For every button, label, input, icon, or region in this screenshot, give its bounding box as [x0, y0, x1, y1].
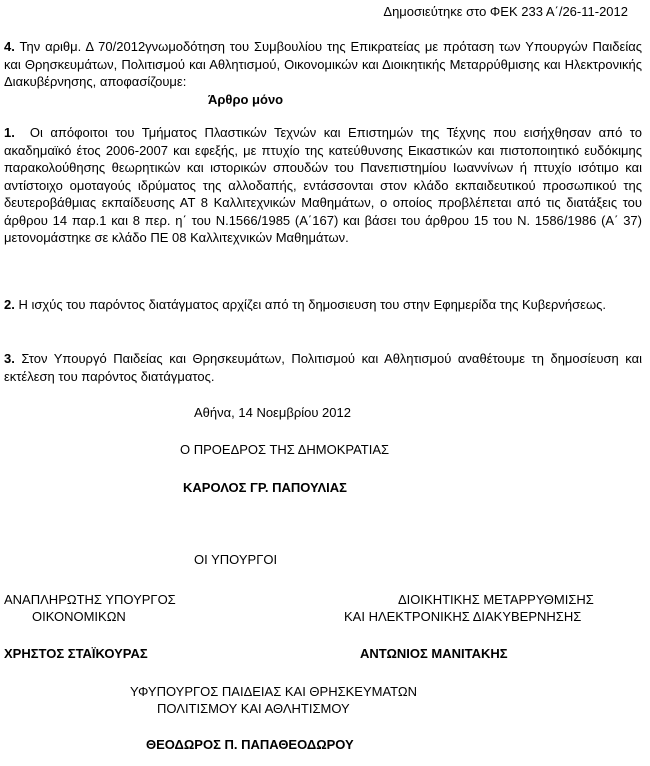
clause-1 — [4, 124, 642, 247]
president-name: ΚΑΡΟΛΟΣ ΓΡ. ΠΑΠΟΥΛΙΑΣ — [183, 480, 347, 495]
deputy-minister-title-2: ΠΟΛΙΤΙΣΜΟΥ ΚΑΙ ΑΘΛΗΤΙΣΜΟΥ — [157, 701, 350, 716]
deputy-minister-title-1: ΥΦΥΠΟΥΡΓΟΣ ΠΑΙΔΕΙΑΣ ΚΑΙ ΘΡΗΣΚΕΥΜΑΤΩΝ — [130, 684, 417, 699]
right-minister-title-2: ΚΑΙ ΗΛΕΚΤΡΟΝΙΚΗΣ ΔΙΑΚΥΒΕΡΝΗΣΗΣ — [344, 609, 582, 624]
right-minister-title-1: ΔΙΟΙΚΗΤΙΚΗΣ ΜΕΤΑΡΡΥΘΜΙΣΗΣ — [398, 592, 594, 607]
article-title: Άρθρο μόνο — [208, 92, 284, 107]
publication-note: Δημοσιεύτηκε στο ΦΕΚ 233 Α΄/26-11-2012 — [383, 4, 628, 19]
left-minister-title-1: ΑΝΑΠΛΗΡΩΤΗΣ ΥΠΟΥΡΓΟΣ — [4, 592, 176, 607]
right-minister-name: ΑΝΤΩΝΙΟΣ ΜΑΝΙΤΑΚΗΣ — [360, 646, 508, 661]
deputy-minister-name: ΘΕΟΔΩΡΟΣ Π. ΠΑΠΑΘΕΟΔΩΡΟΥ — [146, 737, 354, 752]
clause-2 — [4, 296, 642, 314]
clause-text: Η ισχύς του παρόντος διατάγματος αρχίζει από τη δημοσιευση του στην Εφημερίδα της Κυβερνήσεως. — [18, 297, 607, 312]
clause-text: Οι απόφοιτοι του Τμήματος Πλαστικών Τεχνών και Επιστημών της Τέχνης που εισήχθησαν από το ακαδημαϊκό έτος 2006-2007 και εφεξής, με πτυχίο της κατεύθυνσης Εικαστικών και πιστοποιητικό ευδόκιμης παρακολούθησης θεωρητικών και ιστορικών σπουδών του Πανεπιστημίου Ιωαννίνων ή πτυχίο ισότιμο και αντίστοιχο ομοταγούς ιδρύματος της αλλοδαπής, εντάσσονται στον κλάδο εκπαιδευτικού προσωπικού της δευτεροβάθμιας εκπαίδευσης ΑΤ 8 Καλλιτεχνικών Μαθημάτων, ο οποίος προβλέπεται από τις διατάξεις του άρθρου 14 παρ.1 και 8 περ. η΄ του Ν.1566/1985 (Α΄167) και βάσει του άρθρου 15 του Ν. 1586/1986 (Α΄ 37) μετονομάστηκε σε κλάδο ΠΕ 08 Καλλιτεχνικών Μαθημάτων. — [4, 125, 642, 245]
president-title: Ο ΠΡΟΕΔΡΟΣ ΤΗΣ ΔΗΜΟΚΡΑΤΙΑΣ — [180, 442, 390, 457]
intro-text: Την αριθμ. Δ 70/2012γνωμοδότηση του Συμβουλίου της Επικρατείας με πρόταση των Υπουργών Παιδείας και Θρησκευμάτων, Πολιτισμού και Αθλητισμού, Οικονομικών και Διοικητικής Μεταρρύθμισης και Ηλεκτρονικής Διακυβέρνησης, αποφασίζουμε: — [4, 39, 642, 89]
left-minister-title-2: ΟΙΚΟΝΟΜΙΚΩΝ — [32, 609, 126, 624]
intro-number: 4. — [4, 39, 15, 54]
clause-number: 3. — [4, 351, 15, 366]
ministers-heading: ΟΙ ΥΠΟΥΡΓΟΙ — [194, 552, 278, 567]
left-minister-name: ΧΡΗΣΤΟΣ ΣΤΑΪΚΟΥΡΑΣ — [4, 646, 148, 661]
clause-number: 2. — [4, 297, 15, 312]
clause-text: Στον Υπουργό Παιδείας και Θρησκευμάτων, Πολιτισμού και Αθλητισμού αναθέτουμε τη δημοσίευση και εκτέλεση του παρόντος διατάγματος. — [4, 351, 642, 384]
clause-number: 1. — [4, 125, 15, 140]
clause-3 — [4, 350, 642, 385]
place-date: Αθήνα, 14 Νοεμβρίου 2012 — [194, 405, 351, 420]
intro-paragraph — [4, 38, 642, 91]
